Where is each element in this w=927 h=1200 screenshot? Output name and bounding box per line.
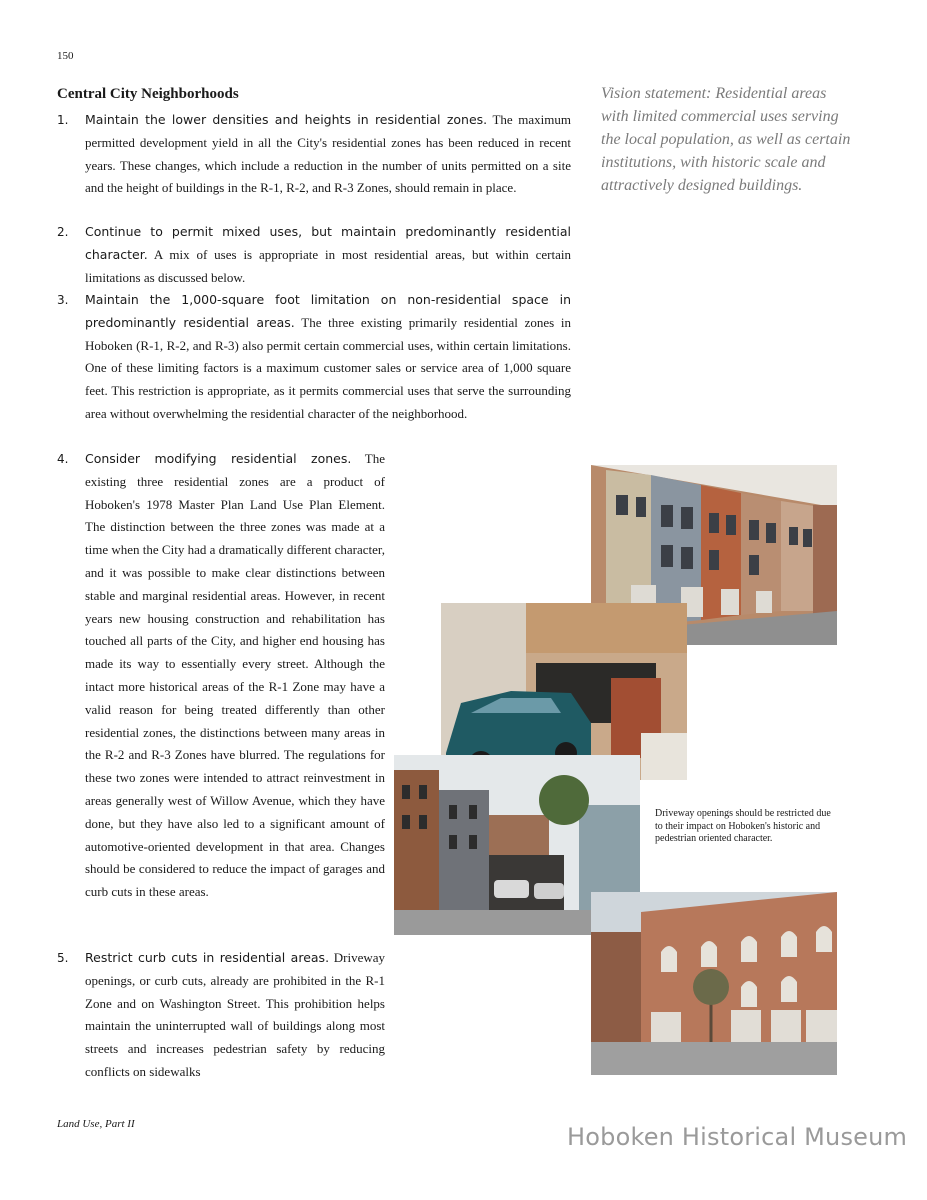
list-item-1 bbox=[57, 109, 571, 200]
photo-car-garage bbox=[441, 603, 687, 780]
list-item-body: The three existing primarily residential zones in Hoboken (R-1, R-2, and R-3) also permit certain commercial uses, within certain limitations. One of these limiting factors is a maximum customer sales or service area of 1,000 square feet. This restriction is appropriate, as it permits commercial uses that serve the surrounding area without overwhelming the residential character of the neighborhood. bbox=[85, 314, 572, 421]
list-item-lead: Continue to permit mixed uses, but maintain predominantly residential character. bbox=[85, 224, 571, 262]
list-item-body: Driveway openings, or curb cuts, already are prohibited in the R-1 Zone and on Washington Street. This prohibition helps maintain the uninterrupted wall of buildings along most streets and increases pedestrian safety by reducing conflicts on sidewalks bbox=[85, 950, 385, 1079]
list-item-3 bbox=[57, 289, 572, 426]
list-item-lead: Restrict curb cuts in residential areas. bbox=[85, 950, 330, 965]
list-item-number: 2. bbox=[57, 225, 69, 239]
list-item-body: A mix of uses is appropriate in most residential areas, but within certain limitations as discussed below. bbox=[85, 246, 571, 285]
page-number: 150 bbox=[57, 50, 74, 62]
list-item-lead: Maintain the lower densities and heights in residential zones. bbox=[85, 112, 488, 127]
photo-caption: Driveway openings should be restricted due to their impact on Hoboken's historic and pedestrian oriented character. bbox=[655, 808, 831, 844]
page-footer: Land Use, Part II bbox=[57, 1118, 135, 1130]
list-item-number: 1. bbox=[57, 113, 69, 127]
list-item-number: 4. bbox=[57, 452, 69, 466]
watermark: Hoboken Historical Museum bbox=[567, 1123, 908, 1151]
list-item-2 bbox=[57, 221, 571, 289]
list-item-number: 5. bbox=[57, 951, 69, 965]
photo-brick-garages bbox=[591, 892, 837, 1075]
list-item-4 bbox=[57, 448, 385, 904]
list-item-number: 3. bbox=[57, 293, 69, 307]
section-heading: Central City Neighborhoods bbox=[57, 86, 239, 102]
list-item-body: The existing three residential zones are a product of Hoboken's 1978 Master Plan Land Use Plan Element. The distinction between the three zones was made at a time when the City had a dramatically different character, and it was possible to make clear distinctions between stable and marginal residential areas. However, in recent years new housing construction and rehabilitation has touched all parts of the City, and higher end housing has made its way to essentially every street. Although the intact more historical areas of the R-1 Zone may have a valid reason for being treated differently than other residential zones, the distinctions between many areas in the R-2 and R-3 Zones have blurred. The regulations for these two zones were intended to attract reinvestment in areas generally west of Willow Avenue, which they have done, but they have also led to a significant amount of automotive-oriented development in that area. Changes should be considered to reduce the impact of garages and curb cuts in these areas. bbox=[85, 451, 385, 900]
list-item-5 bbox=[57, 947, 385, 1084]
list-item-lead: Consider modifying residential zones. bbox=[85, 451, 352, 466]
vision-statement: Vision statement: Residential areas with limited commercial uses serving the local population, as well as certain institutions, with historic scale and attractively designed buildings. bbox=[601, 85, 851, 194]
list-item-body: The maximum permitted development yield in all the City's residential zones has been reduced in recent years. These changes, which include a reduction in the number of units permitted on a site and the height of buildings in the R-1, R-2, and R-3 Zones, should remain in place. bbox=[85, 112, 571, 196]
list-item-lead: Maintain the 1,000-square foot limitation on non-residential space in predominantly residential areas. bbox=[85, 292, 571, 330]
